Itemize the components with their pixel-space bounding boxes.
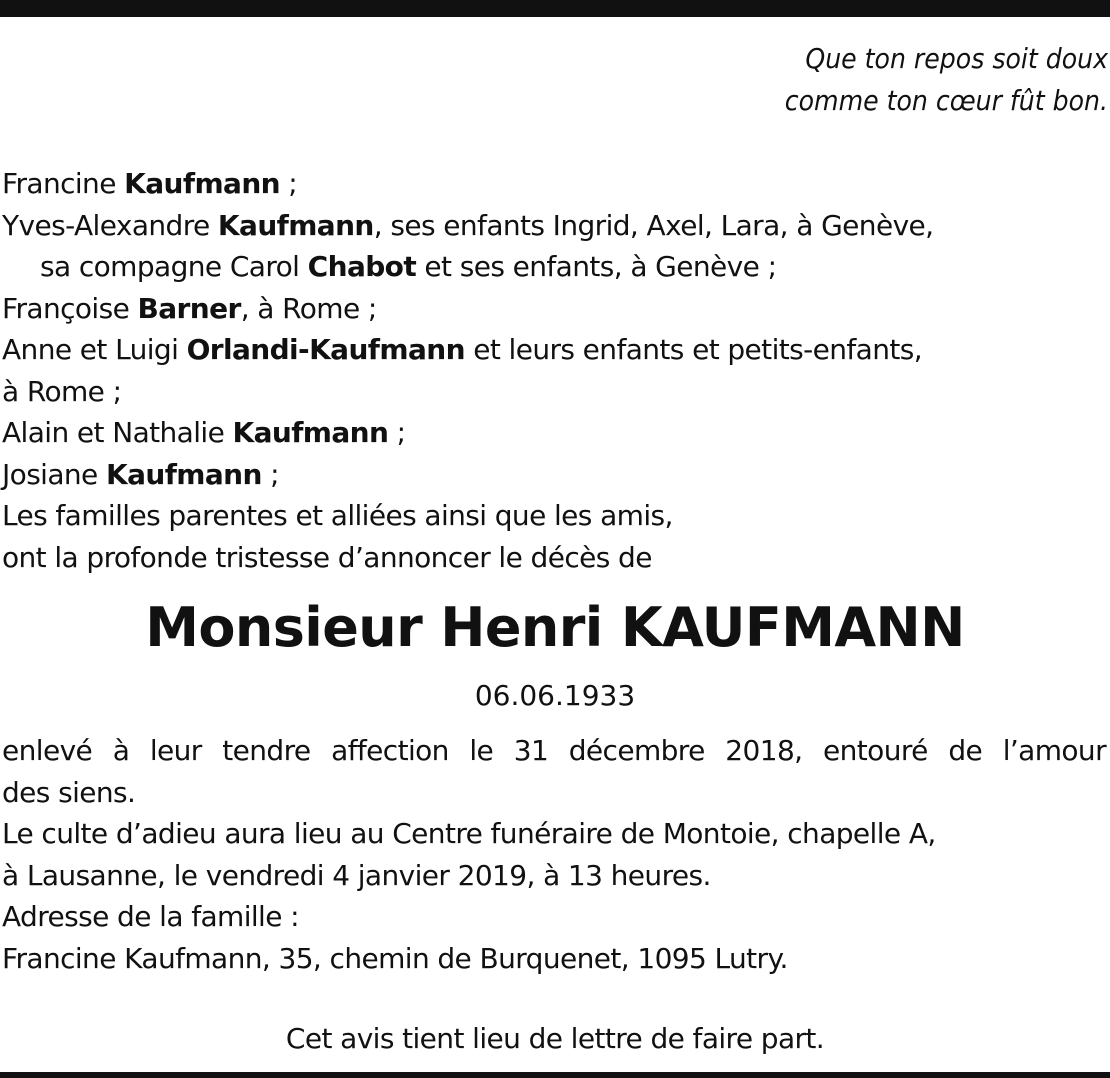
mourner-text: Françoise <box>2 291 138 325</box>
mourner-line <box>2 205 1102 247</box>
mourner-surname: Kaufmann <box>217 208 374 242</box>
mourner-surname: Chabot <box>307 250 417 283</box>
mourner-text: et ses enfants, à Genève ; <box>416 250 777 283</box>
mourner-text: Alain et Nathalie <box>2 416 233 449</box>
mourner-text: ; <box>261 457 279 491</box>
body-line: Adresse de la famille : <box>2 900 299 933</box>
mourner-text: et leurs enfants et petits-enfants, <box>464 333 923 366</box>
mourner-surname: Kaufmann <box>124 167 280 200</box>
body-line: enlevé à leur tendre affection le 31 décembre 2018, entouré de l’amour <box>2 734 1106 767</box>
mourner-text: Josiane <box>2 457 106 491</box>
mourner-line <box>2 537 1102 579</box>
mourner-text: Francine <box>2 167 125 200</box>
mourner-line <box>2 412 1102 454</box>
mourner-text: Yves-Alexandre <box>2 208 218 242</box>
mourners-list <box>2 163 1102 578</box>
mourner-text: ont la profonde tristesse d’annoncer le décès de <box>2 540 652 574</box>
mourner-text: ; <box>280 167 298 200</box>
mourner-text: sa compagne Carol <box>40 250 308 283</box>
epigraph-line-2: comme ton cœur fût bon. <box>784 84 1108 117</box>
body-line: Le culte d’adieu aura lieu au Centre funéraire de Montoie, chapelle A, <box>2 817 936 850</box>
mourner-surname: Orlandi-Kaufmann <box>186 333 465 366</box>
mourner-surname: Barner <box>137 291 241 325</box>
mourner-line <box>2 246 1102 288</box>
mourner-line <box>2 163 1102 205</box>
mourner-line <box>2 288 1102 330</box>
birth-date: 06.06.1933 <box>474 679 636 712</box>
mourner-line <box>2 329 1102 371</box>
body-line: Francine Kaufmann, 35, chemin de Burquenet, 1095 Lutry. <box>2 941 788 975</box>
epigraph-line-1: Que ton repos soit doux <box>805 42 1108 75</box>
bottom-border-rule <box>0 1072 1110 1078</box>
mourner-text: Anne et Luigi <box>2 333 187 366</box>
mourner-line <box>2 454 1102 496</box>
mourner-line <box>2 371 1102 413</box>
mourner-line <box>2 495 1102 537</box>
mourner-text: Les familles parentes et alliées ainsi que les amis, <box>2 499 673 532</box>
body-line: des siens. <box>2 775 136 809</box>
announcement-body <box>2 730 1106 979</box>
mourner-text: , ses enfants Ingrid, Axel, Lara, à Genève, <box>373 208 934 242</box>
mourner-text: à Rome ; <box>2 374 122 408</box>
body-line: à Lausanne, le vendredi 4 janvier 2019, à 13 heures. <box>2 858 711 892</box>
mourner-text: ; <box>388 416 406 449</box>
mourner-text: , à Rome ; <box>240 291 377 325</box>
top-border-rule <box>0 0 1110 17</box>
deceased-name: Monsieur Henri KAUFMANN <box>145 596 965 659</box>
epigraph <box>785 38 1108 122</box>
footer-note: Cet avis tient lieu de lettre de faire part. <box>285 1022 825 1055</box>
mourner-surname: Kaufmann <box>106 457 262 491</box>
mourner-surname: Kaufmann <box>232 416 389 449</box>
